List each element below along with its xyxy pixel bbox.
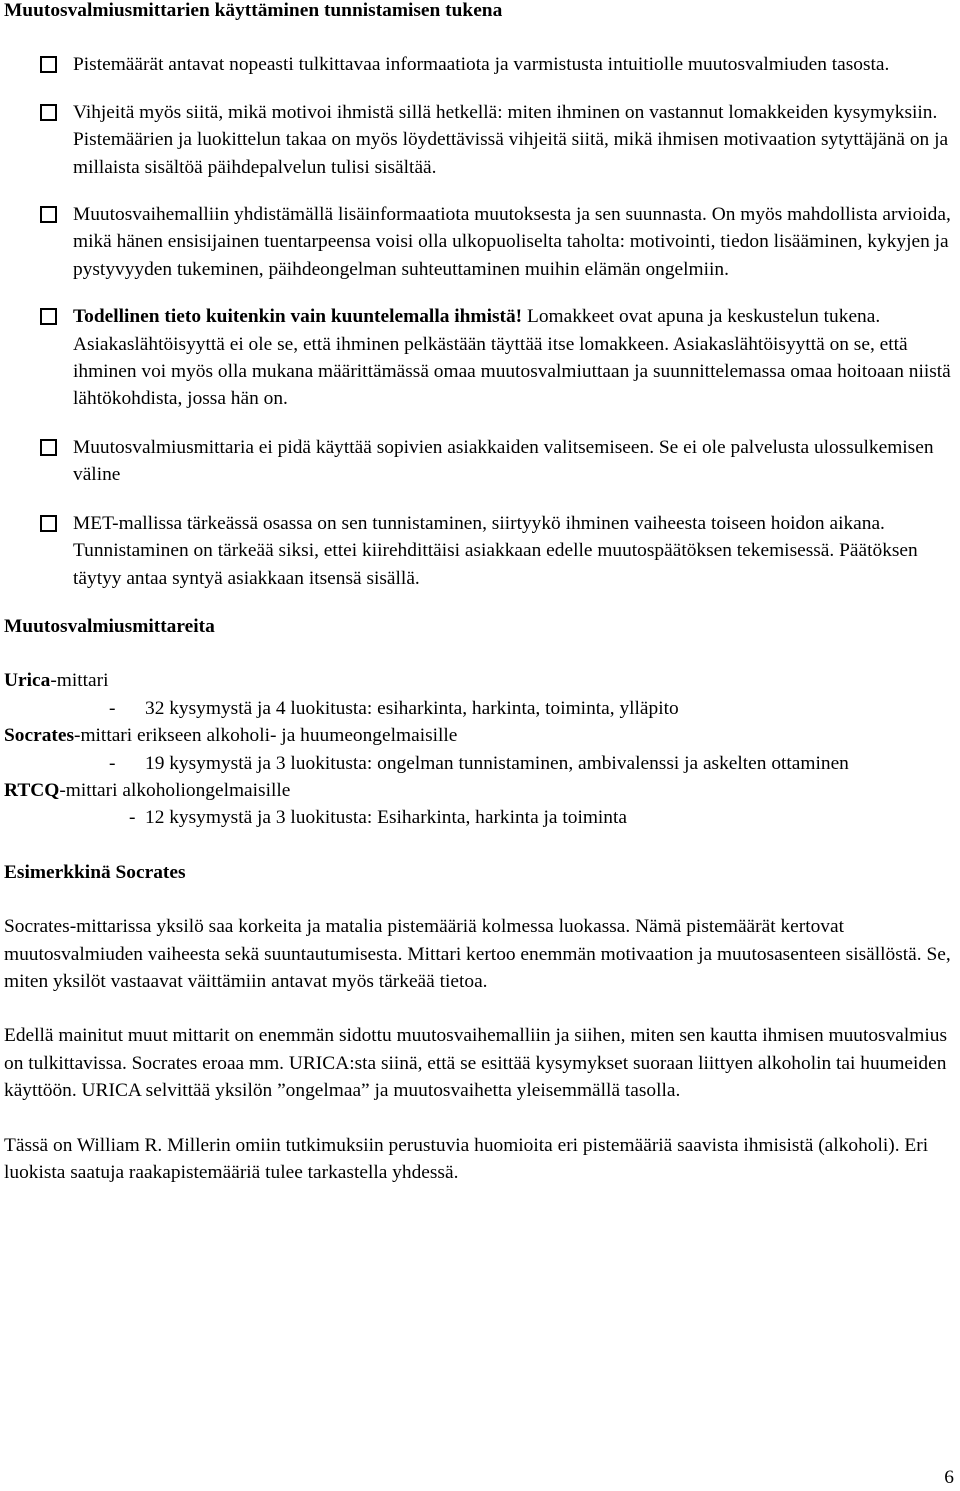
section-title-readiness-meters: Muutosvalmiusmittareita — [4, 615, 215, 637]
meter-title — [4, 667, 958, 694]
dash-marker: - — [109, 697, 116, 719]
bullet-item — [4, 434, 958, 489]
meter-list — [4, 667, 958, 831]
square-bullet-icon — [40, 439, 57, 456]
bullet-item — [4, 201, 958, 283]
meter-detail — [4, 804, 958, 831]
meter-suffix: -mittari alkoholiongelmaisille — [59, 779, 291, 801]
meter-title — [4, 777, 958, 804]
square-bullet-icon — [40, 56, 57, 73]
bullet-text: Vihjeitä myös siitä, mikä motivoi ihmistä sillä hetkellä: miten ihminen on vastannut lomakkeiden kysymyksiin. Pistemäärien ja luokittelun takaa on myös löydettävissä vihjeitä siitä, mikä ihmisen motivaation sytyttäjänä on ja millaista sisältöä päihdepalvelun tulisi sisältää. — [73, 101, 949, 178]
dash-marker: - — [129, 807, 136, 829]
paragraph: Tässä on William R. Millerin omiin tutkimuksiin perustuvia huomioita eri pistemääriä saavista ihmisistä (alkoholi). Eri luokista saatuja raakapistemääriä tulee tarkastella yhdessä. — [4, 1134, 929, 1183]
bullet-item — [4, 99, 958, 181]
page-number: 6 — [944, 1467, 954, 1488]
bullet-text: Muutosvaihemalliin yhdistämällä lisäinformaatiota muutoksesta ja sen suunnasta. On myös mahdollista arvioida, mikä hänen ensisijainen tuentarpeensa voisi olla ulkopuoliselta taholta: motivointi, tiedon lisääminen, kykyjen ja pystyvyyden tukeminen, päihdeongelman suhteuttaminen muihin elämän ongelmiin. — [73, 204, 951, 280]
meter-name: Socrates — [4, 725, 74, 747]
bullet-text: Pistemäärät antavat nopeasti tulkittavaa informaatiota ja varmistusta intuitiolle muutosvalmiuden tasosta. — [73, 54, 890, 76]
meter-detail — [4, 750, 958, 777]
bullet-text: Lomakkeet ovat apuna ja keskustelun tukena. Asiakaslähtöisyyttä ei ole se, että ihminen pelkästään täyttää itse lomakkeen. Asiakaslähtöisyyttä on se, että ihminen voi myös olla mukana määrittämässä omaa muutosvalmiuttaan ja suunnittelemassa omaa hoitoaan niistä lähtökohdista, jossa hän on. — [73, 306, 951, 410]
dash-marker: - — [109, 752, 116, 774]
meter-detail — [4, 695, 958, 722]
section-title-socrates-example: Esimerkkinä Socrates — [4, 861, 186, 883]
meter-name: RTCQ — [4, 779, 60, 801]
square-bullet-icon — [40, 515, 57, 532]
paragraph: Edellä mainitut muut mittarit on enemmän sidottu muutosvaihemalliin ja siihen, miten sen kautta ihmisen muutosvalmius on tulkittavissa. Socrates eroaa mm. URICA:sta siinä, että se esittää kysymykset suoraan liittyen alkoholin tai huumeiden käyttöön. URICA selvittää yksilön ”ongelmaa” ja muutosvaihetta yleisemmällä tasolla. — [4, 1025, 948, 1102]
bullet-text: MET-mallissa tärkeässä osassa on sen tunnistaminen, siirtyykö ihminen vaiheesta toiseen hoidon aikana. Tunnistaminen on tärkeää siksi, ettei kiirehdittäisi asiakkaan edelle muutospäätöksen tekemisessä. Päätöksen täytyy antaa syntyä asiakkaan itsensä sisällä. — [73, 512, 918, 589]
paragraph: Socrates-mittarissa yksilö saa korkeita ja matalia pistemääriä kolmessa luokassa. Nämä pistemäärät kertovat muutosvalmiuden vaiheesta sekä suuntautumisesta. Mittari kertoo enemmän motivaation ja muutosasenteen sisällöstä. Se, miten yksilöt vastaavat väittämiin antavat myös tärkeää tietoa. — [4, 916, 951, 992]
square-bullet-icon — [40, 104, 57, 121]
bullet-item — [4, 51, 958, 78]
meter-detail-text: 12 kysymystä ja 3 luokitusta: Esiharkinta, harkinta ja toiminta — [145, 807, 627, 829]
bullet-item — [4, 303, 958, 413]
bullet-item — [4, 510, 958, 592]
meter-title — [4, 722, 958, 749]
square-bullet-icon — [40, 308, 57, 325]
square-bullet-icon — [40, 206, 57, 223]
bullet-bold-text: Todellinen tieto kuitenkin vain kuuntelemalla ihmistä! — [73, 306, 523, 328]
meter-name: Urica — [4, 670, 51, 692]
meter-detail-text: 32 kysymystä ja 4 luokitusta: esiharkinta, harkinta, toiminta, ylläpito — [145, 697, 679, 719]
document-page — [4, 0, 958, 1186]
bullet-text: Muutosvalmiusmittaria ei pidä käyttää sopivien asiakkaiden valitsemiseen. Se ei ole palvelusta ulossulkemisen väline — [73, 436, 934, 486]
meter-detail-text: 19 kysymystä ja 3 luokitusta: ongelman tunnistaminen, ambivalenssi ja askelten ottaminen — [145, 752, 849, 774]
meter-suffix: -mittari erikseen alkoholi- ja huumeongelmaisille — [74, 725, 458, 747]
section-title-readiness-meters-usage: Muutosvalmiusmittarien käyttäminen tunnistamisen tukena — [4, 0, 503, 21]
meter-suffix: -mittari — [50, 670, 109, 692]
